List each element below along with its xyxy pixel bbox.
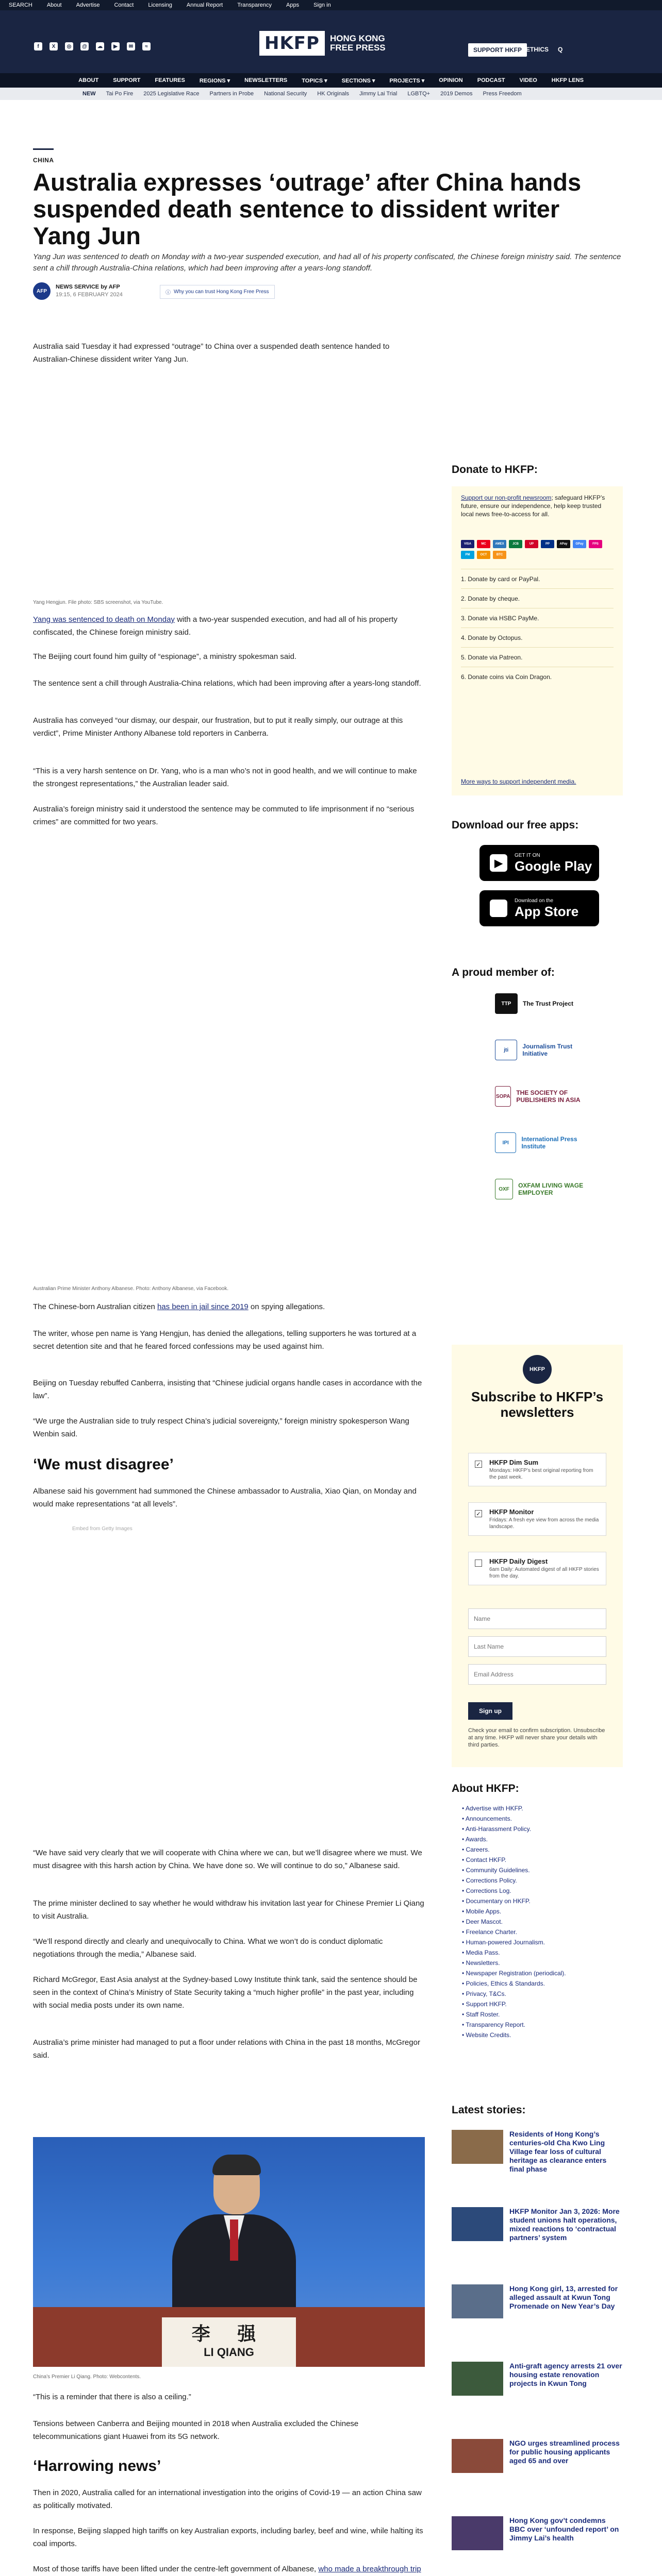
newsletter-option-desc: Mondays: HKFP’s best original reporting from the past week. <box>489 1468 593 1480</box>
about-link[interactable]: • Advertise with HKFP. <box>462 1803 617 1814</box>
person-figure <box>172 2158 296 2312</box>
section-heading: ‘We must disagree’ <box>33 1456 174 1473</box>
google-play-big: Google Play <box>515 858 592 874</box>
getty-embed <box>33 1540 425 1829</box>
member-name: Journalism Trust Initiative <box>522 1043 573 1057</box>
story-thumbnail[interactable] <box>452 2362 503 2396</box>
publish-date: 19:15, 6 FEBRUARY 2024 <box>56 292 123 298</box>
about-link[interactable]: • Contact HKFP. <box>462 1855 617 1865</box>
checkbox[interactable]: ✓ <box>475 1510 482 1517</box>
about-link[interactable]: • Human-powered Journalism. <box>462 1937 617 1947</box>
member-logo[interactable] <box>495 1040 598 1060</box>
utility-bar <box>0 0 662 10</box>
member-icon: IPI <box>495 1132 516 1153</box>
paragraph-text: Most of those tariffs have been lifted under the centre-left government of Albanese, <box>33 2565 319 2573</box>
threads-icon[interactable]: @ <box>80 42 89 50</box>
about-link[interactable]: • Newsletters. <box>462 1958 617 1968</box>
payment-icon: UP <box>525 540 538 548</box>
about-link[interactable]: • Transparency Report. <box>462 2020 617 2030</box>
nav-item[interactable]: SECTIONS ▾ <box>341 77 375 84</box>
paragraph: Richard McGregor, East Asia analyst at the Sydney-based Lowy Institute think tank, said the sentence should be seen in the context of China’s Ministry of State Security taking a “much higher profile” in the past year, including with social media posts under its own name. <box>33 1975 418 2010</box>
topic-link[interactable]: LGBTQ+ <box>407 91 431 97</box>
paragraph: The Beijing court found him guilty of “espionage”, a ministry spokesman said. <box>33 652 297 661</box>
support-button[interactable]: SUPPORT HKFP <box>468 43 527 57</box>
about-link[interactable]: • Corrections Policy. <box>462 1875 617 1886</box>
new-badge: NEW <box>82 91 96 97</box>
topic-nav <box>0 88 662 100</box>
about-link[interactable]: • Documentary on HKFP. <box>462 1896 617 1906</box>
about-link[interactable]: • Media Pass. <box>462 1947 617 1958</box>
story-title[interactable]: Residents of Hong Kong’s centuries-old Cha Kwo Ling Village fear loss of cultural heritage as clearance enters final phase <box>509 2130 607 2173</box>
donate-option[interactable]: 2. Donate by cheque. <box>461 588 614 608</box>
checkbox[interactable]: ✓ <box>475 1461 482 1468</box>
paragraph: The prime minister declined to say whether he would withdraw his invitation last year for Chinese Premier Li Qiang to visit Australia. <box>33 1899 424 1921</box>
nav-item[interactable]: OPINION <box>439 77 463 83</box>
image-caption: Australian Prime Minister Anthony Albanese. Photo: Anthony Albanese, via Facebook. <box>33 1286 229 1292</box>
author-avatar: AFP <box>33 282 51 300</box>
topic-link[interactable]: Press Freedom <box>483 91 522 97</box>
payment-icon: BTC <box>493 551 506 559</box>
utility-link[interactable]: Sign in <box>313 2 331 8</box>
site-header <box>0 10 662 73</box>
member-icon: OXF <box>495 1179 513 1199</box>
article-image <box>33 371 425 592</box>
inline-link[interactable]: who made a breakthrough trip <box>318 2565 421 2573</box>
paragraph: “We urge the Australian side to truly respect China’s judicial sovereignty,” foreign ministry spokesperson Wang Wenbin said. <box>33 1417 409 1438</box>
payment-icon: FPS <box>589 540 602 548</box>
signup-button[interactable]: Sign up <box>468 1702 512 1720</box>
section-label[interactable]: CHINA <box>33 157 54 164</box>
newsletter-option-title: HKFP Daily Digest <box>489 1557 548 1565</box>
story-thumbnail[interactable] <box>452 2516 503 2550</box>
li-qiang-photo <box>33 2137 425 2367</box>
app-store-button[interactable] <box>479 890 599 926</box>
story-thumbnail[interactable] <box>452 2130 503 2164</box>
paragraph-text: The Chinese-born Australian citizen <box>33 1302 157 1311</box>
email-input[interactable] <box>468 1664 606 1685</box>
article-title: Australia expresses ‘outrage’ after China hands suspended death sentence to dissident writer Yang Jun <box>33 168 582 249</box>
donate-option[interactable]: 6. Donate coins via Coin Dragon. <box>461 667 614 686</box>
utility-link[interactable]: Advertise <box>76 2 100 8</box>
donate-option[interactable]: 5. Donate via Patreon. <box>461 647 614 667</box>
about-link[interactable]: • Corrections Log. <box>462 1886 617 1896</box>
more-ways-link[interactable]: More ways to support independent media. <box>461 778 576 785</box>
getty-embed-label: Embed from Getty Images <box>72 1526 133 1532</box>
newsletter-option[interactable] <box>468 1552 606 1585</box>
payment-icon: OCT <box>477 551 490 559</box>
nav-item[interactable]: PROJECTS ▾ <box>389 77 425 84</box>
apple-icon <box>490 900 507 917</box>
story-thumbnail[interactable] <box>452 2284 503 2318</box>
author-name[interactable]: NEWS SERVICE by AFP <box>56 284 120 290</box>
payment-icons <box>461 540 616 559</box>
member-name: International Press Institute <box>521 1136 577 1150</box>
payment-icon: AMEX <box>493 540 506 548</box>
paragraph: Tensions between Canberra and Beijing mounted in 2018 when Australia excluded the Chinese telecommunications giant Huawei from its 5G network. <box>33 2419 359 2441</box>
paragraph: The writer, whose pen name is Yang Hengjun, has denied the allegations, telling supporters he was tortured at a secret detention site and that he feared forced confessions may be used against him. <box>33 1329 417 1351</box>
byline <box>33 282 123 300</box>
paragraph: In response, Beijing slapped high tariffs on key Australian exports, including barley, beef and wine, while halting its coal imports. <box>33 2527 423 2548</box>
topic-link[interactable]: Partners in Probe <box>209 91 254 97</box>
name-plate-chinese: 李 强 <box>191 2324 267 2345</box>
latest-story[interactable] <box>452 2516 623 2550</box>
member-logo[interactable] <box>495 1179 598 1199</box>
google-play-button[interactable] <box>479 845 599 881</box>
topic-link[interactable]: 2025 Legislative Race <box>143 91 200 97</box>
donate-box <box>452 486 623 795</box>
paragraph: Australia’s foreign ministry said it understood the sentence may be commuted to life imprisonment if no “serious crimes” are committed for two years. <box>33 805 415 826</box>
info-icon: ⓘ <box>166 290 171 296</box>
latest-story[interactable] <box>452 2207 623 2242</box>
payment-icon: JCB <box>509 540 522 548</box>
member-logo[interactable] <box>495 993 598 1014</box>
topic-link[interactable]: Jimmy Lai Trial <box>359 91 398 97</box>
utility-link[interactable]: About <box>46 2 62 8</box>
first-name-input[interactable] <box>468 1608 606 1629</box>
x-icon[interactable]: X <box>49 42 58 50</box>
newsletter-option-title: HKFP Monitor <box>489 1508 534 1516</box>
payment-icon: APay <box>557 540 570 548</box>
inline-link[interactable]: has been in jail since 2019 <box>157 1302 249 1311</box>
member-name: OXFAM LIVING WAGE EMPLOYER <box>518 1182 584 1196</box>
latest-story[interactable] <box>452 2284 623 2318</box>
donate-options <box>461 569 614 686</box>
checkbox[interactable] <box>475 1560 482 1567</box>
member-icon: jti <box>495 1040 517 1060</box>
main-nav <box>0 73 662 88</box>
utility-link[interactable]: Licensing <box>148 2 172 8</box>
paragraph: Beijing on Tuesday rebuffed Canberra, insisting that “Chinese judicial organs handle cases in accordance with the law”. <box>33 1379 422 1400</box>
member-name: THE SOCIETY OF PUBLISHERS IN ASIA <box>516 1089 581 1104</box>
about-link[interactable]: • Freelance Charter. <box>462 1927 617 1937</box>
members-heading: A proud member of: <box>452 967 555 978</box>
paragraph <box>33 2563 425 2576</box>
section-heading: ‘Harrowing news’ <box>33 2458 161 2475</box>
utility-link[interactable]: Contact <box>114 2 134 8</box>
about-link[interactable]: • Anti-Harassment Policy. <box>462 1824 617 1834</box>
paragraph: Australia’s prime minister had managed to put a floor under relations with China in the past 18 months, McGregor said. <box>33 2038 420 2060</box>
about-link[interactable]: • Website Credits. <box>462 2030 617 2040</box>
donate-option[interactable]: 4. Donate by Octopus. <box>461 628 614 647</box>
paragraph: “We have said very clearly that we will cooperate with China where we can, but we’ll disagree where we must. We must disagree with this harsh action by China. We have done so. We will continue to do so,” Albanese said. <box>33 1849 422 1870</box>
paragraph <box>33 1300 425 1313</box>
nav-item[interactable]: SUPPORT <box>113 77 141 83</box>
utility-link[interactable]: Apps <box>286 2 300 8</box>
trust-link[interactable] <box>160 285 275 299</box>
topic-link[interactable]: National Security <box>264 91 307 97</box>
newsletter-option-title: HKFP Dim Sum <box>489 1459 539 1466</box>
ethics-link[interactable]: ETHICS <box>526 46 549 53</box>
image-caption: Yang Hengjun. File photo: SBS screenshot, via YouTube. <box>33 600 163 605</box>
nav-item[interactable]: HKFP LENS <box>551 77 584 83</box>
paragraph: “This is a reminder that there is also a ceiling.” <box>33 2393 191 2401</box>
about-link[interactable]: • Community Guidelines. <box>462 1865 617 1875</box>
paragraph <box>33 613 425 639</box>
last-name-input[interactable] <box>468 1636 606 1657</box>
hkfp-logo: HKFP <box>523 1355 552 1384</box>
bluesky-icon[interactable]: ☁ <box>96 42 104 50</box>
about-link[interactable]: • Mobile Apps. <box>462 1906 617 1917</box>
newsletter-title: Subscribe to HKFP’s newsletters <box>471 1389 604 1420</box>
newsletter-option-desc: Fridays: A fresh eye view from across the media landscape. <box>489 1517 599 1530</box>
latest-story[interactable] <box>452 2439 623 2473</box>
trust-link-label: Why you can trust Hong Kong Free Press <box>174 289 269 295</box>
paragraph-text: with a two-year suspended execution, and had all of his property confiscated, the Chinese foreign ministry said. <box>33 615 398 637</box>
nav-item[interactable]: TOPICS ▾ <box>302 77 327 84</box>
site-logo[interactable] <box>259 31 392 56</box>
topic-link[interactable]: Tai Po Fire <box>106 91 134 97</box>
paragraph: Albanese said his government had summoned the Chinese ambassador to Australia, Xiao Qian, on Monday and would make representations “at all levels”. <box>33 1487 417 1509</box>
about-link[interactable]: • Policies, Ethics & Standards. <box>462 1978 617 1989</box>
payment-icon: VISA <box>461 540 474 548</box>
latest-story[interactable] <box>452 2362 623 2396</box>
payment-icon: PM <box>461 551 474 559</box>
latest-heading: Latest stories: <box>452 2104 526 2116</box>
donate-option[interactable]: 3. Donate via HSBC PayMe. <box>461 608 614 628</box>
hair-shape <box>212 2155 261 2175</box>
story-thumbnail[interactable] <box>452 2439 503 2473</box>
member-name: The Trust Project <box>523 1000 574 1007</box>
payment-icon: MC <box>477 540 490 548</box>
apps-heading: Download our free apps: <box>452 819 579 831</box>
facebook-icon[interactable]: f <box>34 42 42 50</box>
about-heading: About HKFP: <box>452 1783 519 1794</box>
topic-link[interactable]: HK Originals <box>317 91 350 97</box>
about-link[interactable]: • Announcements. <box>462 1814 617 1824</box>
utility-link[interactable]: Annual Report <box>186 2 223 8</box>
name-plate-english: LI QIANG <box>204 2346 254 2359</box>
utility-link[interactable]: SEARCH <box>9 2 32 8</box>
logo-name: HONG KONG FREE PRESS <box>329 33 386 53</box>
payment-icon: GPay <box>573 540 586 548</box>
member-icon: TTP <box>495 993 518 1014</box>
image-caption: China’s Premier Li Qiang. Photo: Webcontents. <box>33 2374 141 2380</box>
nav-item[interactable]: PODCAST <box>477 77 505 83</box>
article-standfirst: Yang Jun was sentenced to death on Monday with a two-year suspended execution, and had all of his property confiscated, the Chinese foreign ministry said. The sentence sent a chill through Australia-China relations, which had been improving after a years-long standoff. <box>33 252 621 273</box>
about-link[interactable]: • Deer Mascot. <box>462 1917 617 1927</box>
article-image <box>33 845 425 1066</box>
app-store-small: Download on the <box>515 898 554 904</box>
donate-link[interactable]: Support our non-profit newsroom <box>461 494 552 501</box>
search-icon[interactable]: Q <box>558 46 563 53</box>
paragraph: The sentence sent a chill through Australia-China relations, which had been improving after a years-long standoff. <box>33 679 421 688</box>
nav-item[interactable]: FEATURES <box>155 77 185 83</box>
about-links <box>462 1803 617 2040</box>
app-store-big: App Store <box>515 904 579 919</box>
nav-item[interactable]: REGIONS ▾ <box>199 77 230 84</box>
story-title[interactable]: Anti-graft agency arrests 21 over housing estate renovation projects in Kwun Tong <box>509 2362 622 2387</box>
paragraph: Australia said Tuesday it had expressed “outrage” to China over a suspended death sentence handed to Australian-Chinese dissident writer Yang Jun. <box>33 342 390 364</box>
social-links <box>34 42 151 50</box>
mail-icon[interactable]: ✉ <box>127 42 135 50</box>
about-link[interactable]: • Staff Roster. <box>462 2009 617 2020</box>
newsletter-option[interactable] <box>468 1453 606 1486</box>
story-title[interactable]: Hong Kong girl, 13, arrested for alleged assault at Kwun Tong Promenade on New Year’s Day <box>509 2284 618 2310</box>
section-rule <box>33 148 54 150</box>
member-icon: SOPA <box>495 1086 511 1107</box>
logo-mark: HKFP <box>259 31 325 56</box>
utility-link[interactable]: Transparency <box>237 2 272 8</box>
youtube-icon[interactable]: ▶ <box>111 42 120 50</box>
newsletter-footnote: Check your email to confirm subscription. Unsubscribe at any time. HKFP will never share your details with third parties. <box>468 1727 605 1748</box>
about-link[interactable]: • Awards. <box>462 1834 617 1844</box>
payment-icon: PP <box>541 540 554 548</box>
google-play-small: GET IT ON <box>515 853 540 858</box>
rss-icon[interactable]: ≈ <box>142 42 151 50</box>
donate-text-body: ; safeguard HKFP’s future, ensure our independence, help keep trusted local news free-to-access for all. <box>461 494 605 518</box>
newsletter-option[interactable] <box>468 1502 606 1536</box>
donate-text <box>461 494 610 518</box>
story-title[interactable]: Hong Kong gov’t condemns BBC over ‘unfounded report’ on Jimmy Lai’s health <box>509 2516 619 2542</box>
tie-shape <box>230 2219 238 2261</box>
topic-link[interactable]: 2019 Demos <box>440 91 473 97</box>
name-plate <box>162 2317 296 2367</box>
about-link[interactable]: • Support HKFP. <box>462 1999 617 2009</box>
paragraph-text: on spying allegations. <box>248 1302 325 1311</box>
google-play-icon: ▶ <box>490 854 507 872</box>
about-link[interactable]: • Newspaper Registration (periodical). <box>462 1968 617 1978</box>
instagram-icon[interactable]: ◎ <box>65 42 73 50</box>
about-link[interactable]: • Careers. <box>462 1844 617 1855</box>
about-link[interactable]: • Privacy, T&Cs. <box>462 1989 617 1999</box>
member-logo[interactable] <box>495 1086 598 1107</box>
donate-heading: Donate to HKFP: <box>452 464 538 476</box>
nav-item[interactable]: VIDEO <box>519 77 537 83</box>
nav-item[interactable]: NEWSLETTERS <box>244 77 288 83</box>
paragraph: Australia has conveyed “our dismay, our despair, our frustration, but to put it really simply, our outrage at this verdict”, Prime Minister Anthony Albanese told reporters in Canberra. <box>33 716 403 738</box>
paragraph: “This is a very harsh sentence on Dr. Yang, who is a man who’s not in good health, and we will continue to make the strongest representations,” the Australian leader said. <box>33 767 417 788</box>
inline-link[interactable]: Yang was sentenced to death on Monday <box>33 615 175 624</box>
donate-option[interactable]: 1. Donate by card or PayPal. <box>461 569 614 588</box>
paragraph: “We’ll respond directly and clearly and unequivocally to China. What we won’t do is conduct diplomatic negotiations through the media,” Albanese said. <box>33 1937 383 1959</box>
nav-item[interactable]: ABOUT <box>78 77 99 83</box>
newsletter-option-desc: 6am Daily: Automated digest of all HKFP stories from the day. <box>489 1567 599 1579</box>
latest-story[interactable] <box>452 2130 623 2174</box>
story-title[interactable]: NGO urges streamlined process for public housing applicants aged 65 and over <box>509 2439 620 2465</box>
story-title[interactable]: HKFP Monitor Jan 3, 2026: More student unions halt operations, mixed reactions to ‘contractual partners’ system <box>509 2207 620 2242</box>
story-thumbnail[interactable] <box>452 2207 503 2241</box>
member-logo[interactable] <box>495 1132 598 1153</box>
paragraph: Then in 2020, Australia called for an international investigation into the origins of Covid-19 — an action China saw as politically motivated. <box>33 2488 422 2510</box>
